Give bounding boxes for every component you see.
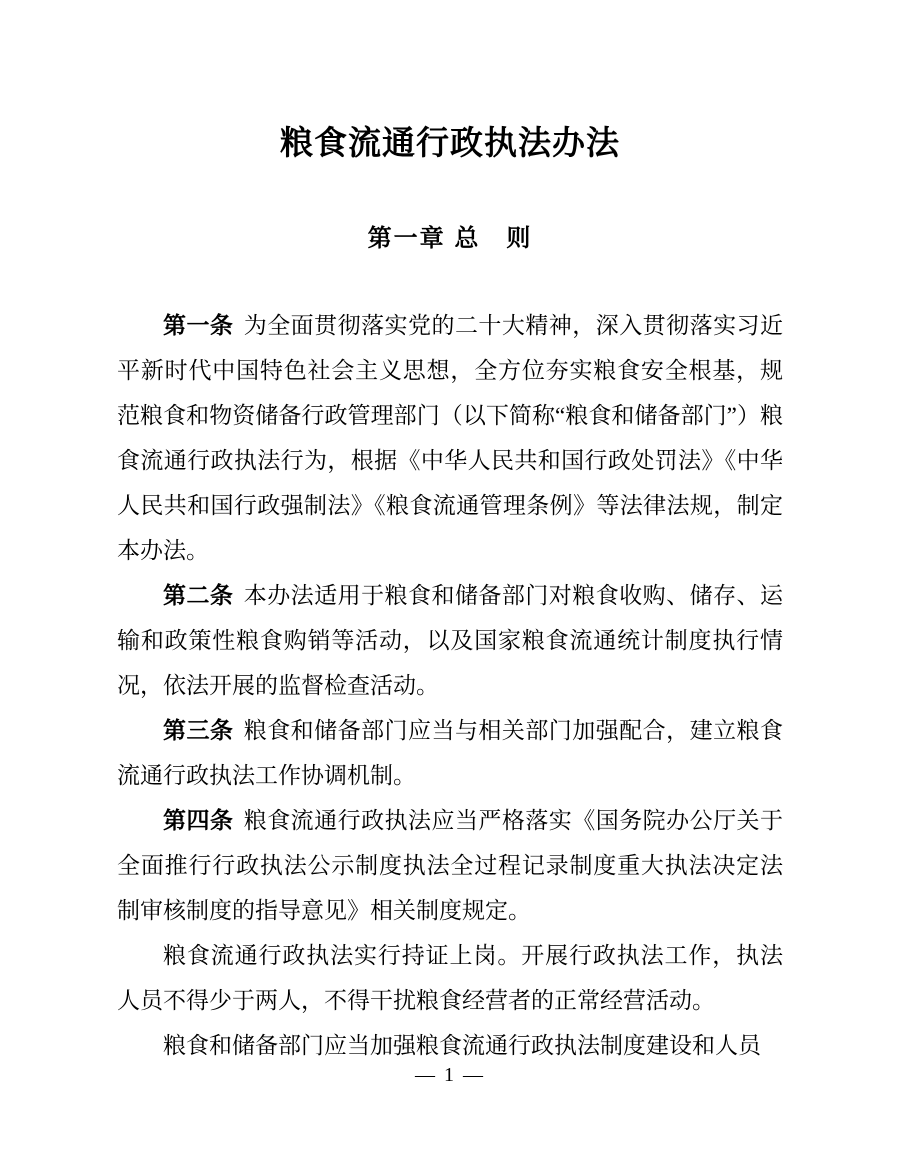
article-paragraph-3 [117,708,783,798]
article-number-4: 第四条 [163,807,234,833]
article-text-2: 本办法适用于粮食和储备部门对粮食收购、储存、运输和政策性粮食购销等活动，以及国家粮食流通统计制度执行情况，依法开展的监督检查活动。 [117,583,784,698]
body-text-5: 粮食流通行政执法实行持证上岗。开展行政执法工作，执法人员不得少于两人，不得干扰粮食经营者的正常经营活动。 [117,943,783,1013]
article-number-3: 第三条 [163,717,234,743]
body-paragraph-5 [117,933,783,1023]
article-number-1: 第一条 [163,312,234,338]
article-paragraph-2 [117,573,783,708]
article-text-4: 粮食流通行政执法应当严格落实《国务院办公厅关于全面推行行政执法公示制度执法全过程记录制度重大执法决定法制审核制度的指导意见》相关制度规定。 [117,808,784,923]
article-number-2: 第二条 [163,582,234,608]
article-text-3: 粮食和储备部门应当与相关部门加强配合，建立粮食流通行政执法工作协调机制。 [117,718,784,788]
article-text-1: 为全面贯彻落实党的二十大精神，深入贯彻落实习近平新时代中国特色社会主义思想，全方位夯实粮食安全根基，规范粮食和物资储备行政管理部门（以下简称“粮食和储备部门”）粮食流通行政执法行为，根据《中华人民共和国行政处罚法》《中华人民共和国行政强制法》《粮食流通管理条例》等法律法规，制定本办法。 [117,313,784,563]
chapter-heading: 第一章 总 则 [367,225,533,252]
body-text-6: 粮食和储备部门应当加强粮食流通行政执法制度建设和人员 [163,1033,761,1058]
document-title: 粮食流通行政执法办法 [280,126,620,162]
article-paragraph-1 [117,303,783,573]
article-paragraph-4 [117,798,783,933]
page-footer [0,1060,900,1090]
page-number: — 1 — [415,1064,485,1086]
document-body [117,303,783,1068]
